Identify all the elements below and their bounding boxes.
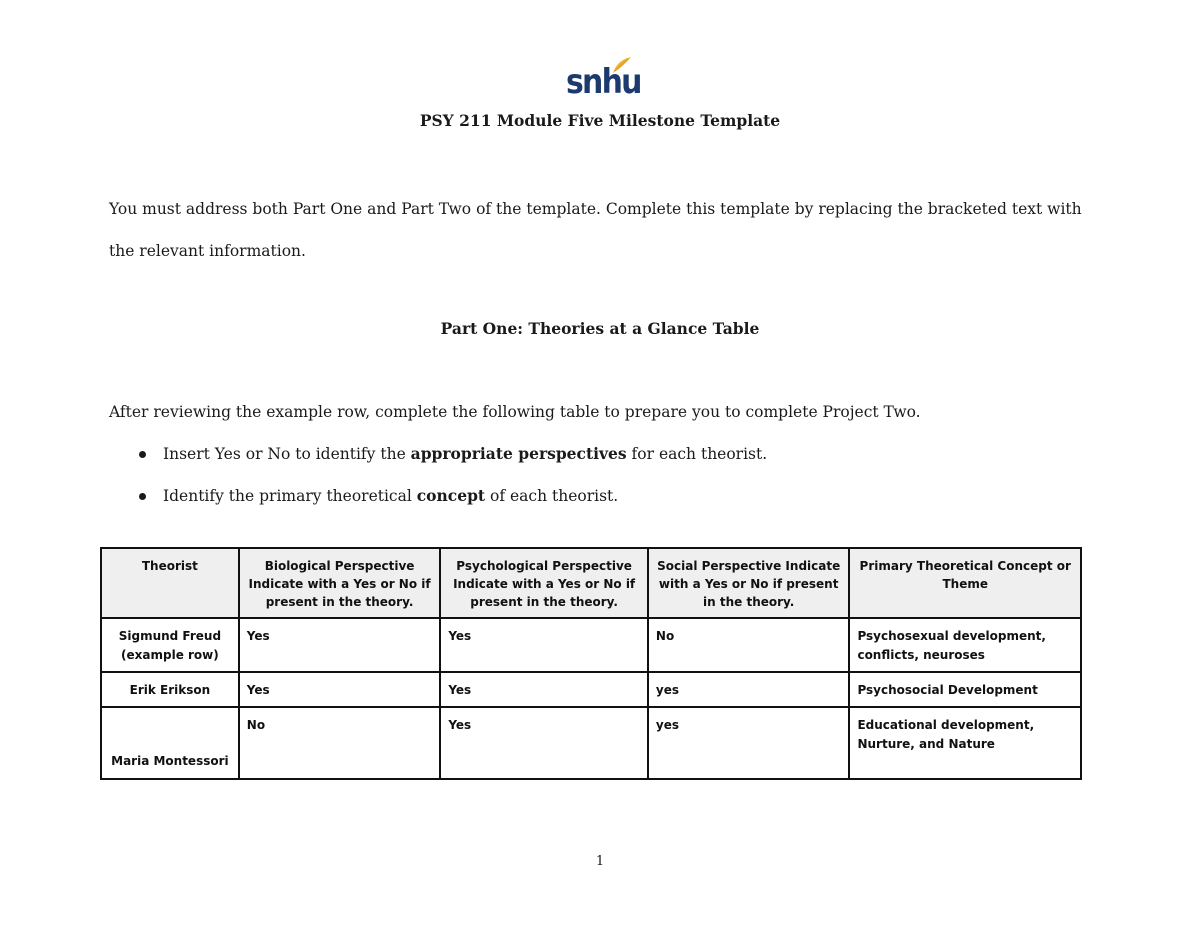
bullet-text: of each theorist. [485, 487, 619, 505]
cell-social[interactable]: yes [648, 672, 850, 707]
table-row [101, 618, 1081, 672]
cell-social[interactable]: yes [648, 707, 850, 779]
header-concept: Primary Theoretical Concept or Theme [849, 548, 1081, 618]
cell-theorist[interactable]: Sigmund Freud (example row) [101, 618, 239, 672]
header-biological: Biological Perspective Indicate with a Yes or No if present in the theory. [239, 548, 441, 618]
cell-psychological[interactable]: Yes [440, 672, 648, 707]
cell-theorist[interactable]: Maria Montessori [101, 707, 239, 779]
cell-psychological[interactable]: Yes [440, 618, 648, 672]
leaf-icon [612, 56, 632, 74]
intro-paragraph: You must address both Part One and Part Two of the template. Complete this template by replacing the bracketed text with the relevant information. [109, 200, 1082, 260]
cell-theorist[interactable]: Erik Erikson [101, 672, 239, 707]
header-social: Social Perspective Indicate with a Yes or No if present in the theory. [648, 548, 850, 618]
bullet-item [136, 433, 767, 475]
bullet-text: for each theorist. [626, 445, 768, 463]
bullet-item [136, 475, 767, 517]
cell-concept[interactable]: Psychosocial Development [849, 672, 1081, 707]
theories-table [100, 547, 1082, 780]
header-psychological: Psychological Perspective Indicate with a Yes or No if present in the theory. [440, 548, 648, 618]
part-one-heading: Part One: Theories at a Glance Table [440, 319, 760, 338]
page-number: 1 [595, 854, 605, 869]
cell-social[interactable]: No [648, 618, 850, 672]
header-theorist: Theorist [101, 548, 239, 618]
table-row [101, 707, 1081, 779]
cell-biological[interactable]: No [239, 707, 441, 779]
cell-biological[interactable]: Yes [239, 618, 441, 672]
table-header-row [101, 548, 1081, 618]
logo-wordmark: snhu [566, 62, 641, 102]
cell-concept[interactable]: Psychosexual development, conflicts, neuroses [849, 618, 1081, 672]
instruction-bullets [136, 433, 767, 517]
cell-biological[interactable]: Yes [239, 672, 441, 707]
document-title: PSY 211 Module Five Milestone Template [419, 111, 781, 130]
bullet-emphasis: appropriate perspectives [410, 444, 627, 463]
bullet-emphasis: concept [416, 486, 486, 505]
cell-concept[interactable]: Educational development, Nurture, and Nature [849, 707, 1081, 779]
instruction-text: After reviewing the example row, complete the following table to prepare you to complete Project Two. [109, 403, 921, 421]
bullet-dot-icon [139, 451, 146, 458]
bullet-text: Insert Yes or No to identify the [163, 445, 411, 463]
snhu-logo [562, 56, 641, 104]
bullet-text: Identify the primary theoretical [163, 487, 417, 505]
bullet-dot-icon [139, 493, 146, 500]
table-row [101, 672, 1081, 707]
cell-psychological[interactable]: Yes [440, 707, 648, 779]
